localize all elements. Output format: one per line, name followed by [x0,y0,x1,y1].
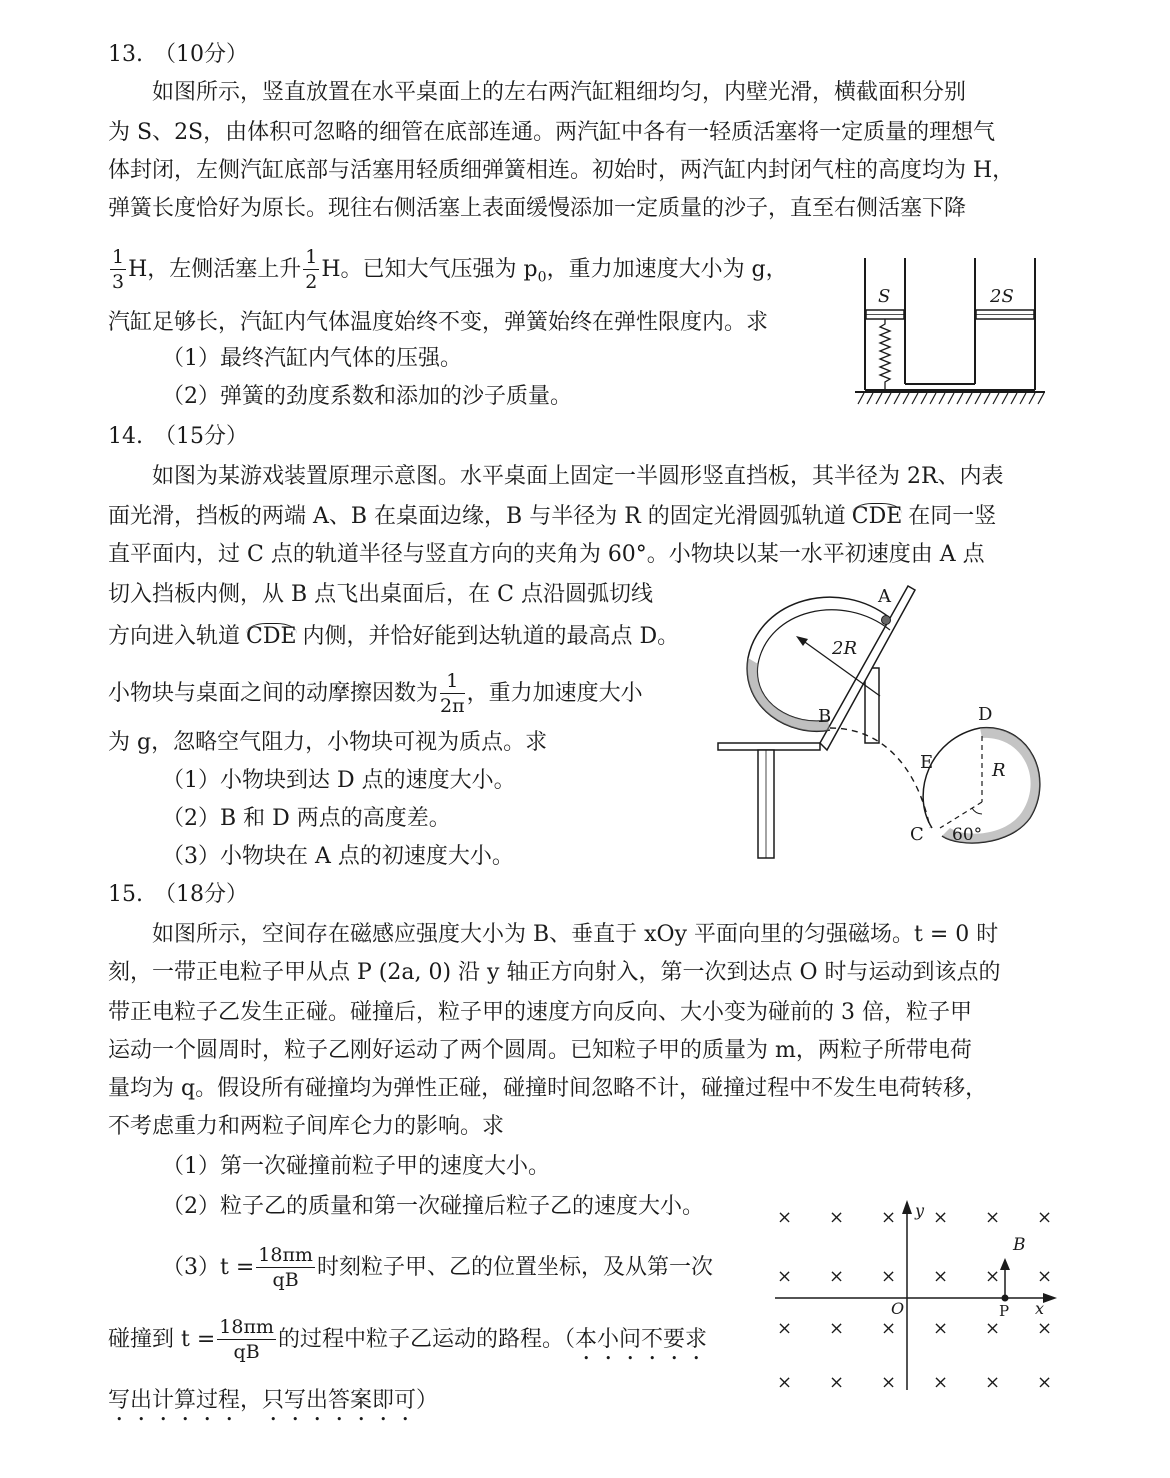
q14-line2 [108,502,996,532]
q13-cylinder-figure [850,250,1050,410]
field-cross-mark: × [1037,1207,1053,1228]
field-cross-mark: × [829,1207,845,1228]
fraction-one-half: $\frac{1}{2}$ [305,246,318,293]
q14-line5-a: 方向进入轨道 [108,624,241,649]
q13-header: 13. （10分） [108,42,248,67]
field-cross-mark: × [777,1372,793,1393]
field-cross-mark: × [933,1372,949,1393]
field-cross-mark: × [829,1372,845,1393]
q15-line2: 刻，一带正电粒子甲从点 P (2a, 0) 沿 y 轴正方向射入，第一次到达点 O 时与运动到该点的 [108,960,1001,985]
q13-fig-label-2s: 2S [990,286,1014,307]
field-cross-mark: × [777,1207,793,1228]
q13-line6: 汽缸足够长，汽缸内气体温度始终不变，弹簧始终在弹性限度内。求 [108,310,769,335]
q15-sub2: （2）粒子乙的质量和第一次碰撞后粒子乙的速度大小。 [162,1194,704,1219]
q15-line-last [108,1386,438,1426]
q13-line3: 体封闭，左侧汽缸底部与活塞用轻质细弹簧相连。初始时，两汽缸内封闭气柱的高度均为 H， [108,158,1015,183]
q15-fig-point-p: P [999,1302,1010,1320]
q14-line1: 如图为某游戏装置原理示意图。水平桌面上固定一半圆形竖直挡板，其半径为 2R、内表 [152,464,1004,489]
field-cross-mark: × [881,1372,897,1393]
field-cross-mark: × [1037,1318,1053,1339]
field-cross-mark: × [1037,1266,1053,1287]
q15-line5: 量均为 q。假设所有碰撞均为弹性正碰，碰撞时间忽略不计，碰撞过程中不发生电荷转移， [108,1076,988,1101]
q14-line2-a: 面光滑，挡板的两端 A、B 在桌面边缘，B 与半径为 R 的固定光滑圆弧轨道 [108,504,846,529]
q13-line5-b: H。已知大气压强为 p [321,257,538,282]
q14-line6-b: ，重力加速度大小 [466,681,643,706]
fraction-one-over-two-pi: $\frac{1}{2\pi}$ [440,670,465,717]
q13-line5-c: ，重力加速度大小为 g， [546,257,788,282]
q14-line5-c: 内侧，并恰好能到达轨道的最高点 D。 [302,624,680,649]
field-cross-mark: × [829,1266,845,1287]
q14-fig-label-b: B [818,706,832,727]
q13-sub2: （2）弹簧的劲度系数和添加的沙子质量。 [162,384,572,409]
arc-cde: CDE [851,504,903,529]
q15-fig-origin-o: O [891,1299,905,1318]
q13-line5-a: H，左侧活塞上升 [128,257,302,282]
q14-fig-label-d: D [978,704,993,725]
q15-sub1: （1）第一次碰撞前粒子甲的速度大小。 [162,1154,550,1179]
q13-line1: 如图所示，竖直放置在水平桌面上的左右两汽缸粗细均匀，内壁光滑，横截面积分别 [152,80,967,105]
q14-sub2: （2）B 和 D 两点的高度差。 [162,806,451,831]
fraction-18pim-over-qb: $\frac{18\pi m}{qB}$ [258,1244,313,1291]
q13-line5 [108,248,788,292]
field-cross-mark: × [933,1266,949,1287]
field-cross-mark: × [985,1207,1001,1228]
q14-fig-label-angle: 60° [952,825,983,845]
subscript-zero: 0 [537,269,547,286]
field-cross-mark: × [881,1318,897,1339]
q15-line4: 运动一个圆周时，粒子乙刚好运动了两个圆周。已知粒子甲的质量为 m，两粒子所带电荷 [108,1038,972,1063]
q14-fig-label-a: A [878,586,891,607]
q14-line6 [108,672,643,716]
q15-line3: 带正电粒子乙发生正碰。碰撞后，粒子甲的速度方向反向、大小变为碰前的 3 倍，粒子甲 [108,1000,972,1025]
field-cross-mark: × [881,1266,897,1287]
q14-sub1: （1）小物块到达 D 点的速度大小。 [162,768,516,793]
field-cross-mark: × [933,1318,949,1339]
field-cross-mark: × [777,1266,793,1287]
q15-line-path-a: 碰撞到 t = [108,1327,216,1352]
q14-fig-label-r: R [992,760,1006,781]
field-cross-mark: × [777,1318,793,1339]
q15-sub3 [162,1246,713,1290]
field-cross-mark: × [985,1266,1001,1287]
q14-line2-c: 在同一竖 [908,504,997,529]
fraction-18pim-over-qb-2: $\frac{18\pi m}{qB}$ [219,1316,274,1363]
q13-fig-label-s: S [878,286,891,307]
q15-line-path-b: 的过程中粒子乙运动的路程。（ [277,1327,575,1352]
q15-emphasized-note-1: 本小问不要求 [574,1327,707,1352]
fraction-one-third: $\frac{1}{3}$ [112,246,125,293]
q13-line2: 为 S、2S，由体积可忽略的细管在底部连通。两汽缸中各有一轻质活塞将一定质量的理想气 [108,120,996,145]
q15-fig-label-b: B [1013,1235,1026,1255]
q14-fig-label-2r: 2R [832,638,858,659]
q14-header: 14. （15分） [108,424,248,449]
field-cross-mark: × [985,1318,1001,1339]
field-cross-mark: × [1037,1372,1053,1393]
q15-header: 15. （18分） [108,882,248,907]
field-cross-mark: × [985,1372,1001,1393]
q13-line4: 弹簧长度恰好为原长。现往右侧活塞上表面缓慢添加一定质量的沙子，直至右侧活塞下降 [108,196,967,221]
q15-magnetic-field-figure [765,1198,1065,1398]
q14-line7: 为 g，忽略空气阻力，小物块可视为质点。求 [108,730,548,755]
q15-sub3-a: （3）t = [162,1255,255,1280]
q14-sub3: （3）小物块在 A 点的初速度大小。 [162,844,514,869]
q15-emphasized-note-2: 写出计算过程，只写出答案即可 [108,1388,417,1413]
q15-fig-axis-y: y [915,1201,925,1220]
field-cross-mark: × [829,1318,845,1339]
q15-line1: 如图所示，空间存在磁感应强度大小为 B、垂直于 xOy 平面向里的匀强磁场。t = 0 时 [152,922,999,947]
q14-fig-label-e: E [920,752,934,773]
q15-line6: 不考虑重力和两粒子间库仑力的影响。求 [108,1114,505,1139]
field-cross-mark: × [881,1207,897,1228]
q15-close-paren: ） [416,1388,439,1413]
q15-sub3-b: 时刻粒子甲、乙的位置坐标，及从第一次 [316,1255,713,1280]
q15-fig-axis-x: x [1035,1299,1045,1318]
q14-fig-label-c: C [910,824,924,845]
q14-line4: 切入挡板内侧，从 B 点飞出桌面后，在 C 点沿圆弧切线 [108,582,653,607]
q14-line6-a: 小物块与桌面之间的动摩擦因数为 [108,681,439,706]
q14-line3: 直平面内，过 C 点的轨道半径与竖直方向的夹角为 60°。小物块以某一水平初速度由 A 点 [108,542,985,567]
q13-sub1: （1）最终汽缸内气体的压强。 [162,346,462,371]
q15-line-path [108,1318,707,1365]
field-cross-mark: × [933,1207,949,1228]
q14-game-figure [710,578,1090,863]
q14-line5 [108,622,679,652]
arc-cde-2: CDE [246,624,297,649]
